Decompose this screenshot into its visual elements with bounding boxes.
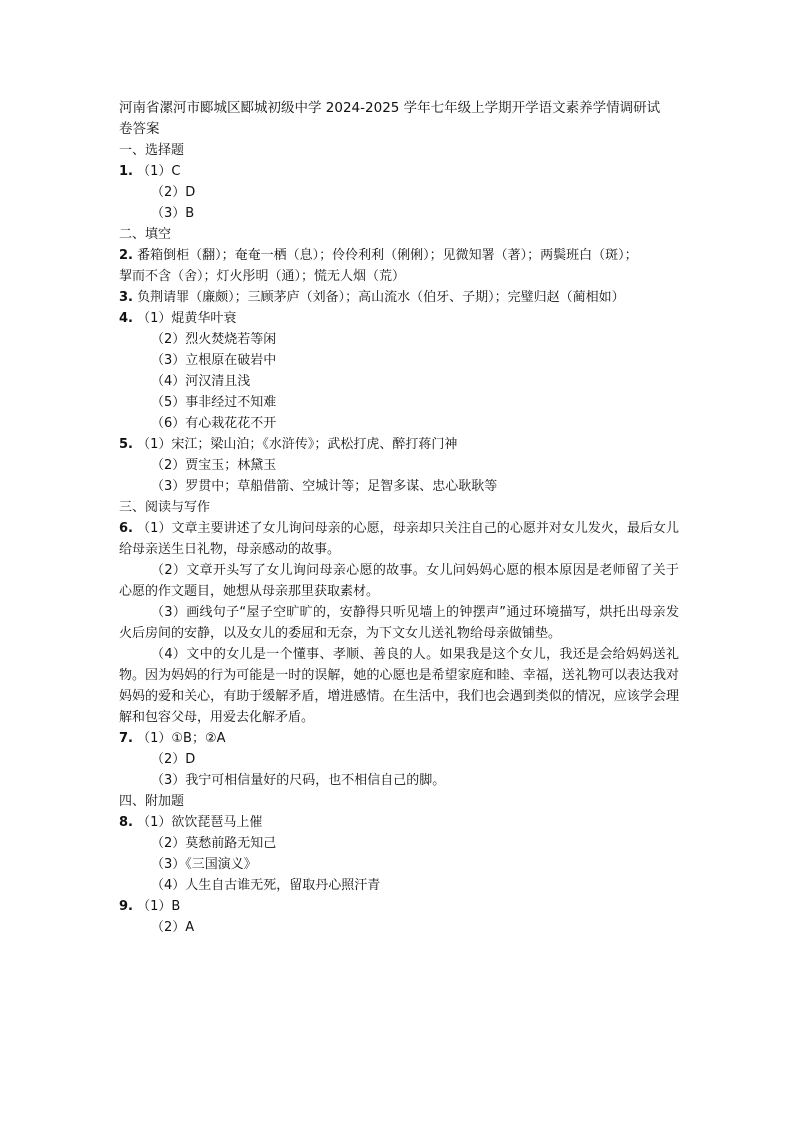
answer-text: （1）焜黄华叶衰 (137, 311, 237, 326)
q9-answer-1 (119, 896, 679, 917)
q4-answer-3: （3）立根原在破岩中 (151, 353, 277, 368)
q6-answer-3: （3）画线句子“屋子空旷旷的，安静得只听见墙上的钟摆声”通过环境描写，烘托出母亲发火后房间的安静，以及女儿的委屈和无奈，为下文女儿送礼物给母亲做铺垫。 (119, 605, 679, 641)
q4-answer-5: （5）事非经过不知难 (151, 395, 277, 410)
q8-answer-3: （3）《三国演义》 (151, 857, 257, 872)
q5-answer-2: （2）贾宝玉；林黛玉 (151, 458, 277, 473)
q5-answer-1 (119, 434, 679, 455)
q1-answer-1 (119, 161, 679, 182)
answer-text: （1）B (137, 899, 181, 914)
answer-text: （1）①B；②A (137, 731, 226, 746)
q8-answer-1 (119, 812, 679, 833)
answer-text: （1）宋江；梁山泊；《水浒传》；武松打虎、醉打蒋门神 (137, 437, 458, 452)
q6-answer-2: （2）文章开头写了女儿询问母亲心愿的故事。女儿问妈妈心愿的根本原因是老师留了关于心愿的作文题目，她想从母亲那里获取素材。 (119, 563, 679, 599)
document-title-line-1: 河南省漯河市郾城区郾城初级中学 2024-2025 学年七年级上学期开学语文素养学情调研试 (119, 100, 661, 116)
q6-answer-1 (119, 518, 679, 560)
q7-answer-2: （2）D (151, 752, 196, 767)
document-title-line-2: 卷答案 (119, 121, 160, 137)
q2-answer-line-1 (119, 245, 679, 266)
question-number: 7. (119, 731, 133, 746)
q3-answer (119, 287, 679, 308)
question-number: 6. (119, 521, 133, 536)
section-heading-bonus: 四、附加题 (119, 794, 185, 809)
answer-text: （1）文章主要讲述了女儿询问母亲的心愿，母亲却只关注自己的心愿并对女儿发火，最后女儿给母亲送生日礼物，母亲感动的故事。 (119, 521, 679, 557)
question-number: 3. (119, 290, 133, 305)
section-heading-fill: 二、填空 (119, 227, 172, 242)
q1-answer-3: （3）B (151, 206, 195, 221)
question-number: 8. (119, 815, 133, 830)
answer-text: 番箱倒柜（翻）；奄奄一栖（息）；伶伶利利（俐俐）；见微知署（著）；两鬓班白（斑）； (137, 248, 638, 263)
q7-answer-1 (119, 728, 679, 749)
q8-answer-2: （2）莫愁前路无知己 (151, 836, 277, 851)
question-number: 1. (119, 164, 133, 179)
section-heading-choice: 一、选择题 (119, 143, 185, 158)
section-heading-reading-writing: 三、阅读与写作 (119, 500, 211, 515)
q9-answer-2: （2）A (151, 920, 195, 935)
q5-answer-3: （3）罗贯中；草船借箭、空城计等；足智多谋、忠心耿耿等 (151, 479, 498, 494)
question-number: 9. (119, 899, 133, 914)
q2-answer-line-2: 挈而不含（舍）；灯火彤明（通）；慌无人烟（荒） (119, 269, 406, 284)
document-body (119, 98, 679, 938)
q7-answer-3: （3）我宁可相信量好的尺码，也不相信自己的脚。 (151, 773, 446, 788)
question-number: 5. (119, 437, 133, 452)
q1-answer-2: （2）D (151, 185, 196, 200)
question-number: 2. (119, 248, 133, 263)
q6-answer-4: （4）文中的女儿是一个懂事、孝顺、善良的人。如果我是这个女儿，我还是会给妈妈送礼物。因为妈妈的行为可能是一时的误解，她的心愿也是希望家庭和睦、幸福，送礼物可以表达我对妈妈的爱和关心，有助于缓解矛盾，增进感情。在生活中，我们也会遇到类似的情况，应该学会理解和包容父母，用爱去化解矛盾。 (119, 647, 679, 725)
q4-answer-2: （2）烈火焚烧若等闲 (151, 332, 277, 347)
q4-answer-6: （6）有心栽花花不开 (151, 416, 277, 431)
q4-answer-1 (119, 308, 679, 329)
answer-text: 负荆请罪（廉颇）；三顾茅庐（刘备）；高山流水（伯牙、子期）；完璧归赵（蔺相如） (137, 290, 625, 305)
question-number: 4. (119, 311, 133, 326)
answer-text: （1）欲饮琵琶马上催 (137, 815, 263, 830)
q8-answer-4: （4）人生自古谁无死，留取丹心照汗青 (151, 878, 381, 893)
answer-text: （1）C (137, 164, 181, 179)
q4-answer-4: （4）河汉清且浅 (151, 374, 251, 389)
